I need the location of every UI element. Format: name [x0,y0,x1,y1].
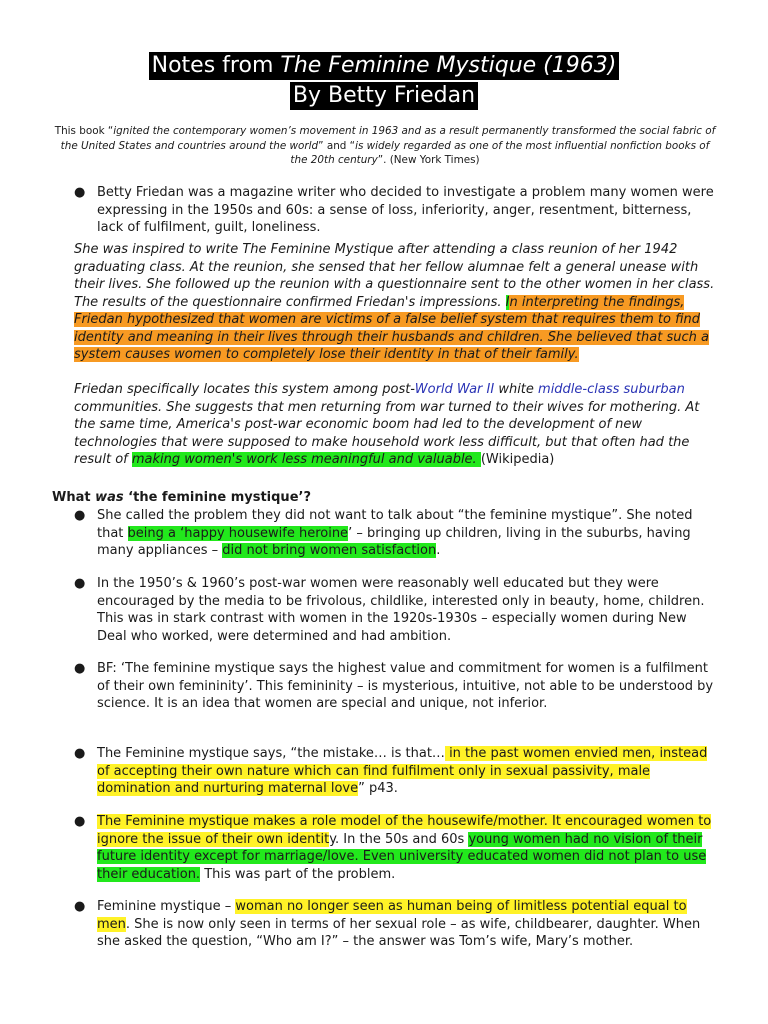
bullet-2-part-1: She called the problem they did not want to talk about “the feminine mystique”. She noted that [97,508,693,541]
bullet-2-text [97,507,719,560]
wiki-text-4: communities. She suggests that men returning from war turned to their wives for mothering. At the same time, America's post-war economic boom had led to the development of new technologies that were supposed to make household work less difficult, but that often had the result of [74,399,700,467]
highlight-green-housewife: being a ‘happy housewife heroine [127,525,349,541]
bullet-7-part-1: Feminine mystique – [97,899,236,914]
wiki-text-1: Friedan specifically locates this system among post- [74,382,415,397]
bullet-1-text: Betty Friedan was a magazine writer who decided to investigate a problem many women were expressing in the 1950s and 60s: a sense of loss, inferiority, anger, resentment, bitterness, lack of fulfilment, guilt, loneliness. [97,185,714,235]
bullet-5-text [97,745,719,798]
highlight-green-meaningful: making women's work less meaningful and valuable. [131,452,481,467]
title-author-line: By Betty Friedan [290,82,478,110]
intro-quote-2: is widely regarded as one of the most influential nonfiction books of the 20th century [290,139,710,166]
bullet-icon: ● [74,508,86,523]
heading-text-2: ‘the feminine mystique’? [123,490,311,505]
wikipedia-paragraph [74,381,724,469]
intro-text-2: ” and “ [318,139,356,152]
bullet-2-part-2: ’ – bringing up children, living in the suburbs, having many appliances – [97,525,691,558]
bullet-icon: ● [74,576,86,591]
bullet-2-part-3: . [436,543,441,558]
highlight-marker: I [505,294,510,310]
title-prefix: Notes from [151,53,281,78]
bullet-icon: ● [74,746,86,761]
wiki-text-2: white [494,382,539,397]
link-middle-class[interactable]: middle-class [538,382,620,397]
highlight-orange-hypothesis: n interpreting the findings, Friedan hypothesized that women are victims of a false belief system that requires them to find identity and meaning in their lives through their husbands and children. She believed that such a system causes women to completely lose their identity in that of their family. [74,294,709,362]
bullet-4-text: BF: ‘The feminine mystique says the highest value and commitment for women is a fulfilment of their own femininity’. This femininity – is mysterious, intuitive, not able to be understood by science. It is an idea that women are special and unique, not inferior. [97,661,714,711]
link-suburban[interactable]: suburban [623,382,685,397]
intro-quote-1: ignited the contemporary women’s movement in 1963 and as a result permanently transformed the social fabric of the United States and countries around the world [60,125,716,152]
bullet-6-part-2: This was part of the problem. [200,866,396,882]
title-line-1 [149,52,620,80]
bullet-6-text [97,813,719,883]
link-world-war-ii[interactable]: World War II [414,382,495,397]
bullet-6-part-1: y. In the 50s and 60s [329,831,469,847]
intro-quote [52,124,718,168]
highlight-yellow-envied-men: in the past women envied men, instead of accepting their own nature which can find fulfilment only in sexual passivity, male domination and nurturing maternal love [97,746,708,796]
bullet-7-part-2: . She is now only seen in terms of her sexual role – as wife, childbearer, daughter. When she asked the question, “Who am I?” – the answer was Tom’s wife, Mary’s mother. [97,916,701,949]
heading-italic: was [95,490,124,505]
bullet-icon: ● [74,661,86,676]
title-book: The Feminine Mystique (1963) [280,53,617,78]
heading-text-1: What [52,490,96,505]
reunion-paragraph [74,241,724,364]
bullet-7-text [97,898,719,951]
bullet-icon: ● [74,814,86,829]
document-title [0,52,768,112]
highlight-green-no-vision: young women had no vision of their future identity except for marriage/love. Even university educated women did not plan to use their education. [97,831,707,882]
intro-text-1: This book “ [54,125,114,137]
bullet-icon: ● [74,899,86,914]
wiki-source: (Wikipedia) [480,452,555,467]
bullet-5-part-2: ” p43. [358,781,398,796]
bullet-5-part-1: The Feminine mystique says, “the mistake… is that… [97,746,445,761]
section-heading [52,489,311,507]
highlight-green-satisfaction: did not bring women satisfaction [222,543,437,558]
bullet-icon: ● [74,185,86,200]
highlight-yellow-limitless-potential: woman no longer seen as human being of limitless potential equal to men [97,899,687,932]
highlight-yellow-role-model: The Feminine mystique makes a role model of the housewife/mother. It encouraged women to ignore the issue of their own identit [97,814,712,847]
intro-source: ”. (New York Times) [377,154,480,166]
bullet-3-text: In the 1950’s & 1960’s post-war women were reasonably well educated but they were encouraged by the media to be frivolous, childlike, interested only in beauty, home, children. This was in stark contrast with women in the 1920s-1930s – especially women during New Deal who worked, were determined and had ambition. [97,576,705,644]
reunion-text: She was inspired to write The Feminine Mystique after attending a class reunion of her 1942 graduating class. At the reunion, she sensed that her fellow alumnae felt a general unease with their lives. She followed up the reunion with a questionnaire sent to the other women in her class. The results of the questionnaire confirmed Friedan's impressions. [74,242,715,310]
